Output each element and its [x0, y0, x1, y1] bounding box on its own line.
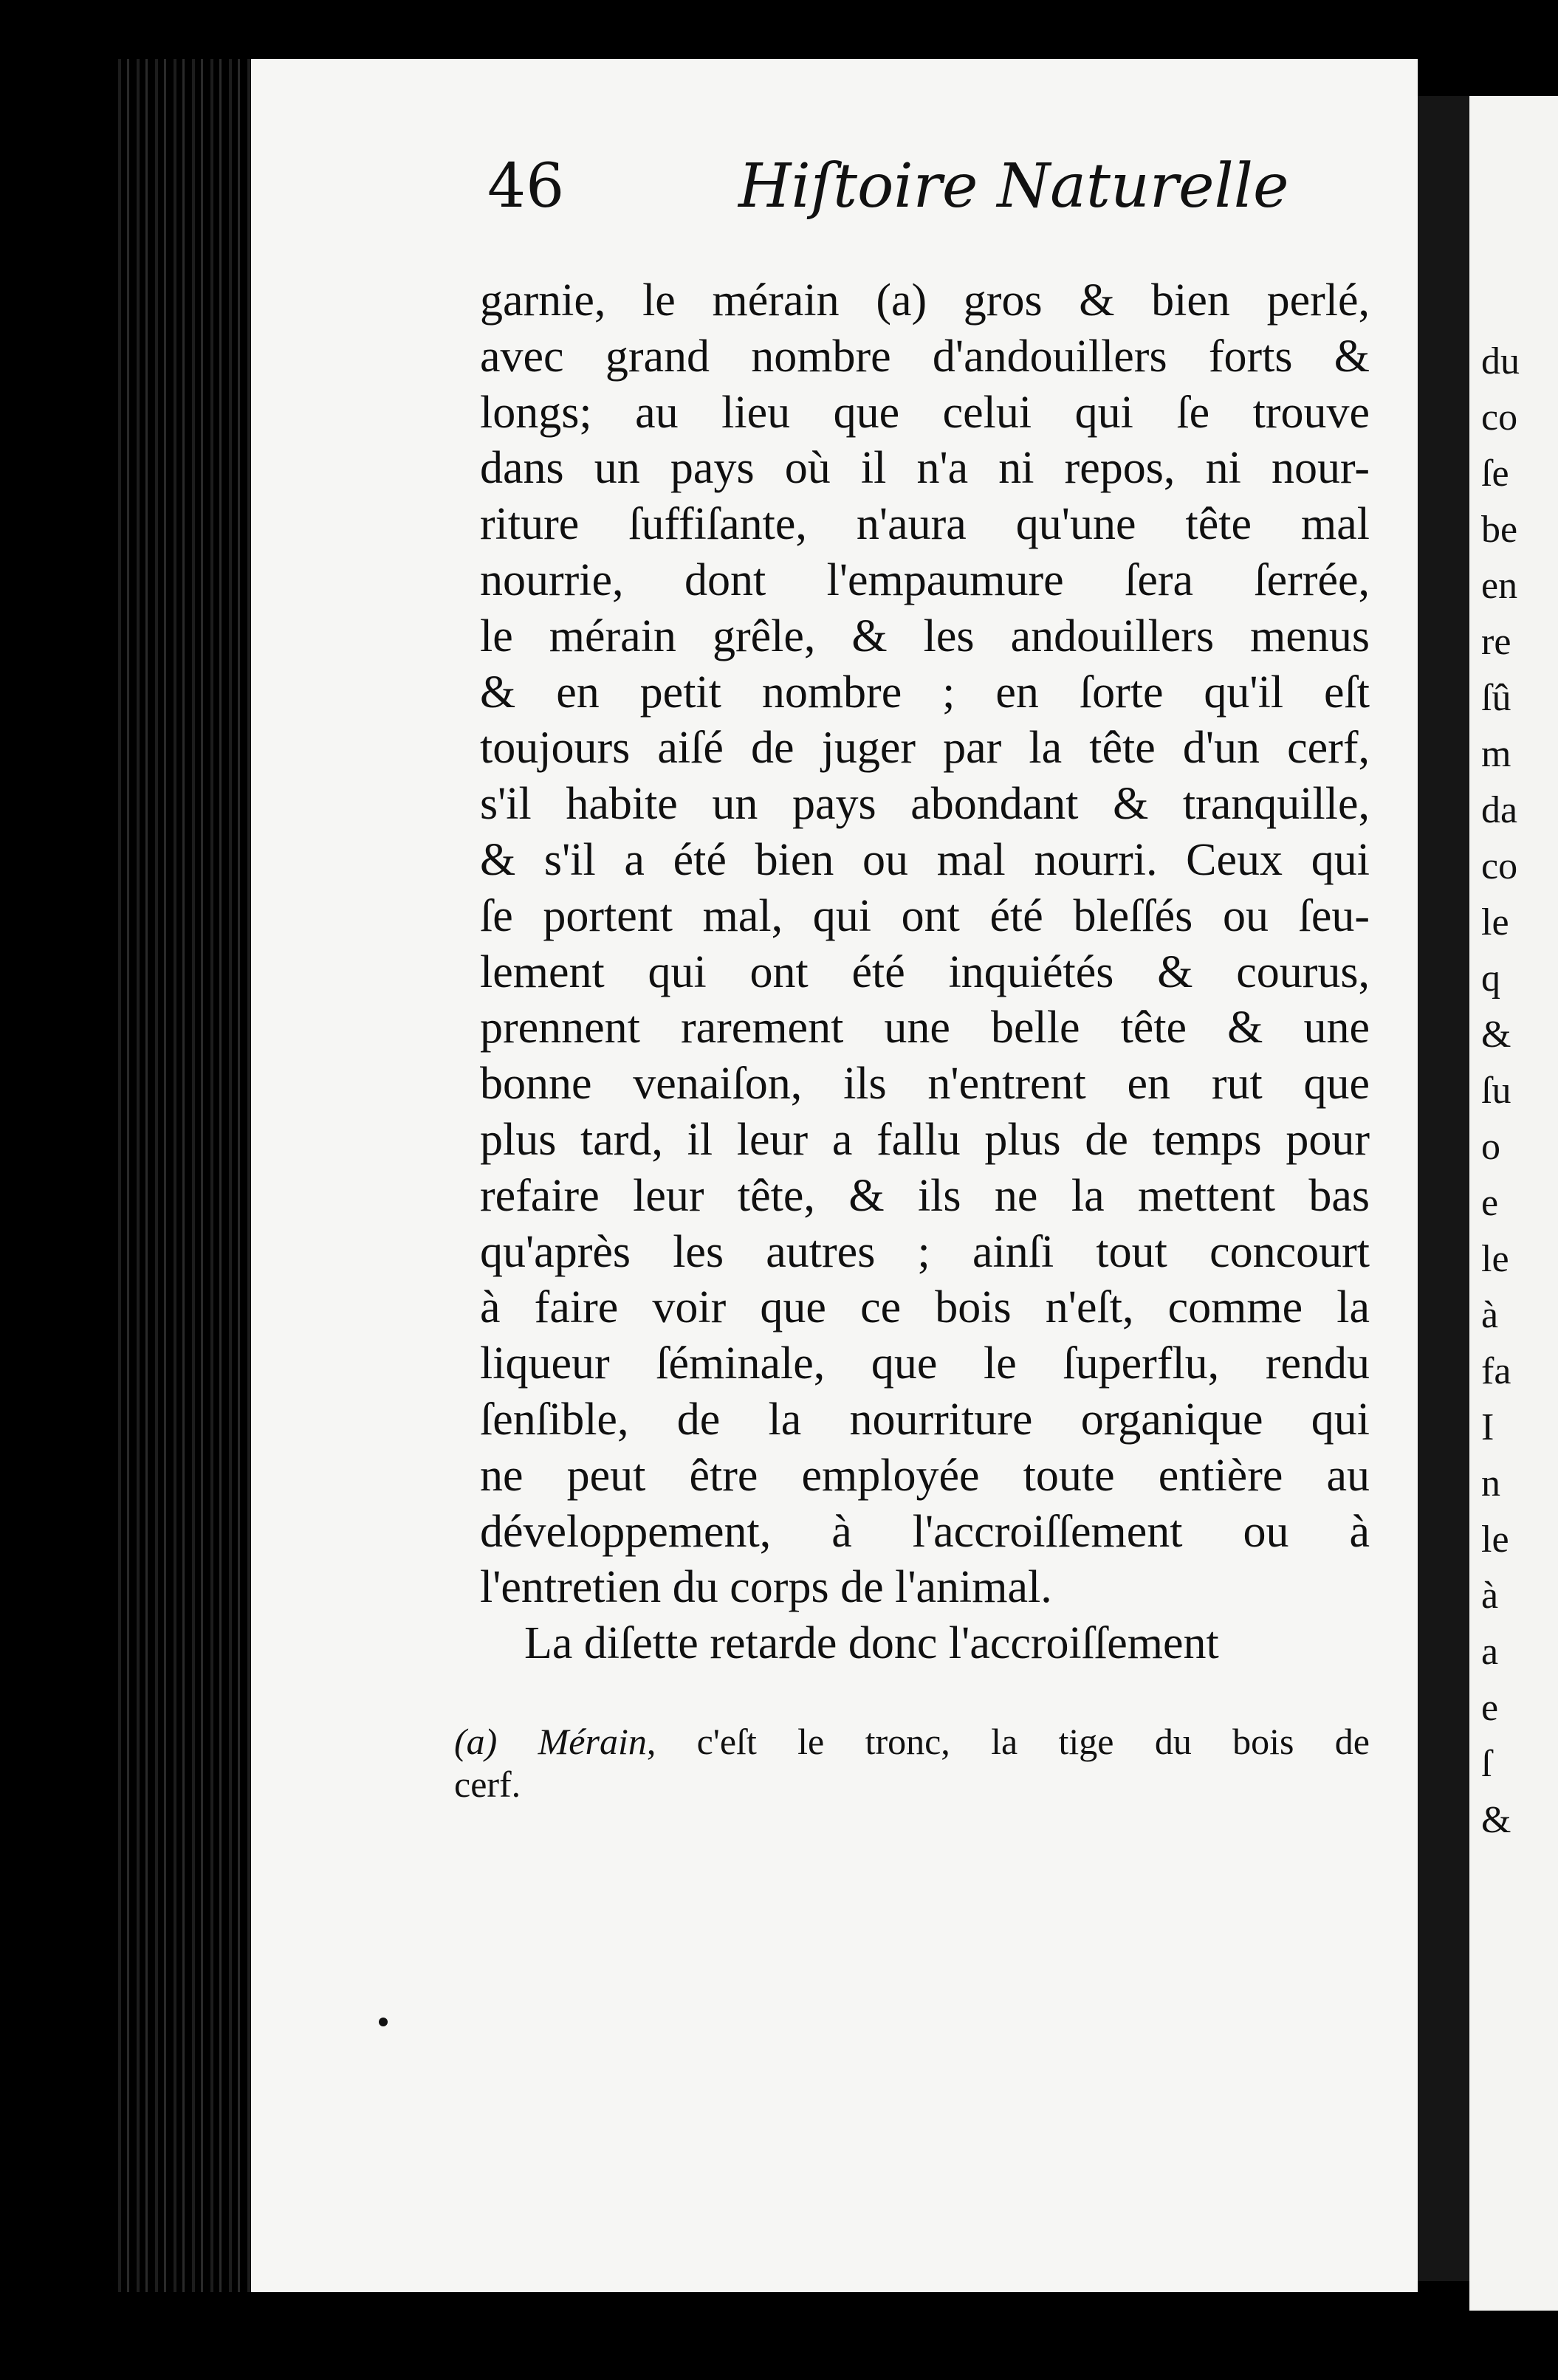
text-line: & s'il a été bien ou mal nourri. Ceux qui: [480, 834, 1370, 885]
facing-page: [1469, 96, 1558, 2311]
facing-page-fragment: m: [1481, 733, 1511, 775]
body-text: [480, 273, 1370, 1672]
text-line: le mérain grêle, & les andouillers menus: [480, 611, 1370, 661]
facing-page-fragment: ſ: [1481, 1743, 1492, 1785]
text-line: nourrie, dont l'empaumure ſera ſerrée,: [480, 554, 1370, 605]
footnote-term: Mérain: [538, 1721, 647, 1762]
facing-page-fragment: en: [1481, 565, 1518, 607]
text-line: ſenſible, de la nourriture organique qui: [480, 1394, 1370, 1445]
text-line: développement, à l'accroiſſement ou à: [480, 1506, 1370, 1557]
footnote-line: [454, 1720, 1370, 1763]
text-line: à faire voir que ce bois n'eſt, comme la: [480, 1282, 1370, 1333]
footnote-line: cerf.: [454, 1764, 521, 1805]
text-line: riture ſuffiſante, n'aura qu'une tête mal: [480, 499, 1370, 550]
text-line: ſe portent mal, qui ont été bleſſés ou ſeu-: [480, 890, 1370, 941]
facing-page-fragment: co: [1481, 396, 1518, 438]
text-line: avec grand nombre d'andouillers forts &: [480, 331, 1370, 382]
facing-page-fragment: I: [1481, 1406, 1494, 1448]
text-line: ne peut être employée toute entière au: [480, 1450, 1370, 1501]
facing-page-fragment: &: [1481, 1799, 1511, 1841]
text-line: garnie, le mérain (a) gros & bien perlé,: [480, 275, 1370, 326]
facing-page-fragment: be: [1481, 509, 1518, 551]
footnote: [454, 1720, 1370, 1806]
facing-page-fragment: du: [1481, 340, 1520, 382]
text-line: toujours aiſé de juger par la tête d'un cerf,: [480, 723, 1370, 774]
text-line: dans un pays où il n'a ni repos, ni nour-: [480, 443, 1370, 494]
facing-page-fragment: à: [1481, 1294, 1499, 1336]
facing-page-fragment: e: [1481, 1687, 1499, 1729]
text-line: refaire leur tête, & ils ne la mettent bas: [480, 1170, 1370, 1221]
facing-page-fragment: re: [1481, 621, 1511, 663]
page-number: 46: [487, 151, 565, 221]
facing-page-fragment: fa: [1481, 1350, 1511, 1392]
facing-page-fragment: n: [1481, 1462, 1500, 1504]
facing-page-fragment: da: [1481, 789, 1518, 831]
page-edge-shadow: [1418, 96, 1469, 2281]
facing-page-fragment: q: [1481, 957, 1500, 1000]
running-head: Hiſtoire Naturelle: [738, 151, 1289, 221]
facing-page-fragment: co: [1481, 845, 1518, 887]
facing-page-fragment: le: [1481, 901, 1509, 943]
text-line: lement qui ont été inquiétés & courus,: [480, 946, 1370, 997]
facing-page-fragment: ſu: [1481, 1070, 1511, 1112]
footnote-text: , c'eſt le tronc, la tige du bois de: [646, 1721, 1370, 1762]
facing-page-fragment: e: [1481, 1182, 1499, 1224]
facing-page-fragment: &: [1481, 1014, 1511, 1056]
text-line: qu'après les autres ; ainſi tout concourt: [480, 1226, 1370, 1277]
facing-page-fragment: à: [1481, 1575, 1499, 1617]
text-line: La diſette retarde donc l'accroiſſement: [524, 1618, 1219, 1669]
facing-page-fragment: le: [1481, 1238, 1509, 1280]
text-line: plus tard, il leur a fallu plus de temps pour: [480, 1114, 1370, 1165]
text-line: bonne venaiſon, ils n'entrent en rut que: [480, 1059, 1370, 1110]
text-line: prennent rarement une belle tête & une: [480, 1002, 1370, 1053]
page-header: [487, 151, 1410, 240]
footnote-marker: (a): [454, 1721, 498, 1762]
text-line: longs; au lieu que celui qui ſe trouve: [480, 387, 1370, 438]
facing-page-fragment: le: [1481, 1519, 1509, 1561]
ink-speck: [379, 2018, 388, 2026]
book-gutter: [111, 59, 251, 2292]
facing-page-fragment: o: [1481, 1126, 1500, 1168]
facing-page-fragment: ſû: [1481, 677, 1511, 719]
text-line: l'entretien du corps de l'animal.: [480, 1562, 1052, 1613]
text-line: liqueur ſéminale, que le ſuperflu, rendu: [480, 1338, 1370, 1389]
facing-page-fragment: a: [1481, 1631, 1499, 1673]
text-line: s'il habite un pays abondant & tranquille,: [480, 779, 1370, 830]
facing-page-fragment: ſe: [1481, 453, 1509, 495]
text-line: & en petit nombre ; en ſorte qu'il eſt: [480, 667, 1370, 718]
